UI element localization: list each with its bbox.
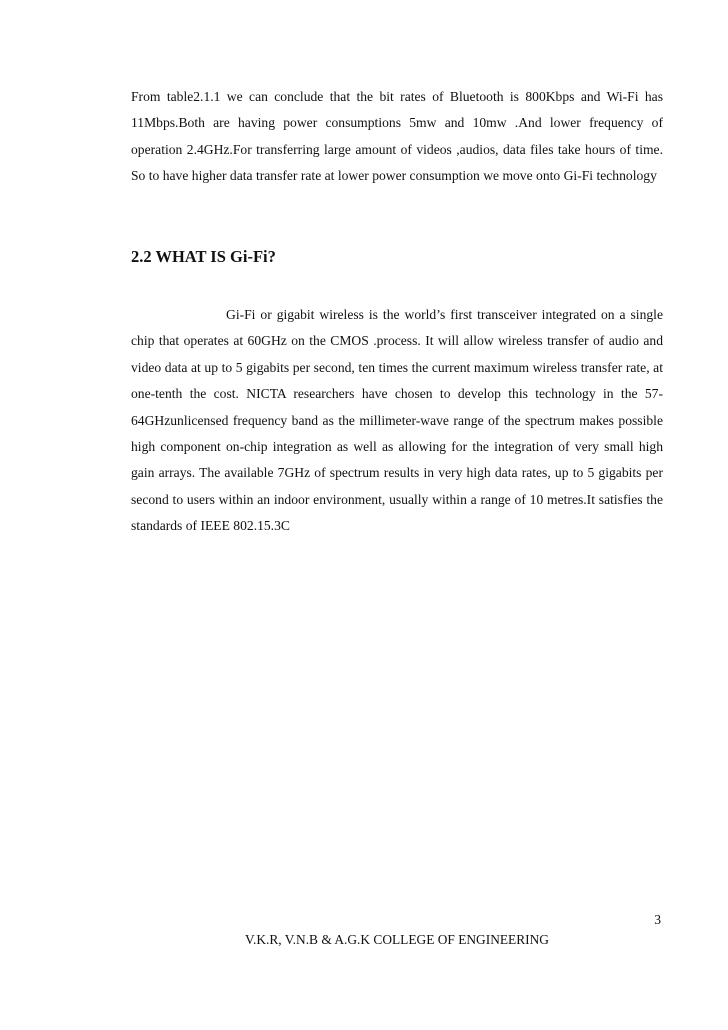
- intro-paragraph: From table2.1.1 we can conclude that the bit rates of Bluetooth is 800Kbps and Wi-Fi has 11Mbps.Both are having power consumptions 5mw and 10mw .And lower frequency of operation 2.4GHz.For transferring large amount of videos ,audios, data files take hours of time. So to have higher data transfer rate at lower power consumption we move onto Gi-Fi technology: [131, 89, 663, 184]
- footer: [0, 932, 728, 948]
- footer-text: V.K.R, V.N.B & A.G.K COLLEGE OF ENGINEERING: [245, 932, 549, 947]
- section-heading: 2.2 WHAT IS Gi-Fi?: [131, 247, 276, 266]
- gifi-paragraph: Gi-Fi or gigabit wireless is the world’s first transceiver integrated on a single chip that operates at 60GHz on the CMOS .process. It will allow wireless transfer of audio and video data at up to 5 gigabits per second, ten times the current maximum wireless transfer rate, at one-tenth the cost. NICTA researchers have chosen to develop this technology in the 57-64GHzunlicensed frequency band as the millimeter-wave range of the spectrum makes possible high component on-chip integration as well as allowing for the integration of very small high gain arrays. The available 7GHz of spectrum results in very high data rates, up to 5 gigabits per second to users within an indoor environment, usually within a range of 10 metres.It satisfies the standards of IEEE 802.15.3C: [131, 307, 663, 534]
- page-number: 3: [654, 912, 661, 927]
